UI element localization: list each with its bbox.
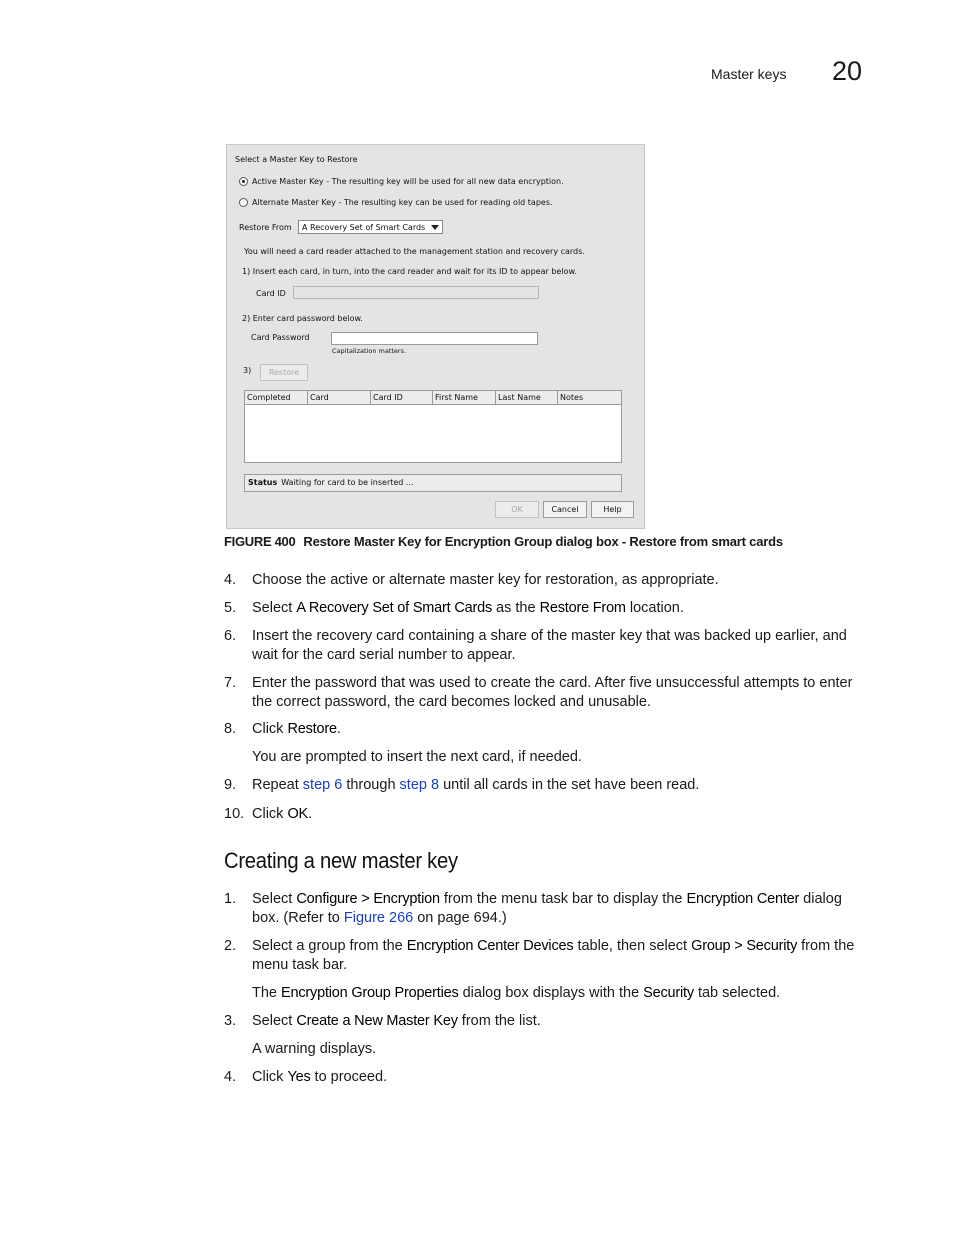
column-first-name[interactable]: First Name bbox=[433, 391, 496, 405]
ui-term: Create a New Master Key bbox=[296, 1013, 458, 1029]
status-label: Status bbox=[248, 478, 278, 487]
step-number: 4. bbox=[224, 572, 237, 588]
active-master-key-label: Active Master Key - The resulting key will be used for all new data encryption. bbox=[252, 177, 564, 186]
capitalization-hint: Capitalization matters. bbox=[332, 347, 407, 355]
status-bar bbox=[244, 474, 622, 492]
instructions-text: You will need a card reader attached to the management station and recovery cards. bbox=[244, 247, 585, 256]
column-card-id[interactable]: Card ID bbox=[371, 391, 433, 405]
group-label: Select a Master Key to Restore bbox=[235, 155, 358, 164]
figure-caption bbox=[224, 534, 783, 549]
step-6-link[interactable]: step 6 bbox=[302, 777, 343, 793]
note-text: You are prompted to insert the next card, if needed. bbox=[252, 749, 582, 765]
ui-term: Encryption Group Properties bbox=[281, 985, 459, 1001]
restore-from-label: Restore From bbox=[239, 223, 292, 232]
card-id-label: Card ID bbox=[256, 289, 286, 298]
step-number: 3. bbox=[224, 1013, 237, 1029]
step-text: Choose the active or alternate master key for restoration, as appropriate. bbox=[252, 572, 719, 588]
step-number: 10. bbox=[224, 806, 245, 822]
column-completed[interactable]: Completed bbox=[245, 391, 308, 405]
step-8-link[interactable]: step 8 bbox=[399, 777, 440, 793]
step-number: 4. bbox=[224, 1069, 237, 1085]
ui-term: Yes bbox=[287, 1069, 311, 1085]
ok-button[interactable]: OK bbox=[495, 501, 539, 518]
step-number: 6. bbox=[224, 628, 237, 644]
card-id-field bbox=[293, 286, 539, 299]
step-text: Insert the recovery card containing a share of the master key that was backed up earlier, and wait for the card serial number to appear. bbox=[252, 628, 847, 663]
ui-term: Encryption Center Devices bbox=[406, 938, 574, 954]
step-text: Select a group from the Encryption Center Devices table, then select Group > Security from the menu task bar. bbox=[252, 938, 855, 973]
alternate-master-key-label: Alternate Master Key - The resulting key can be used for reading old tapes. bbox=[252, 198, 553, 207]
cancel-button[interactable]: Cancel bbox=[543, 501, 587, 518]
chapter-number: 20 bbox=[832, 56, 863, 86]
restore-from-value: A Recovery Set of Smart Cards bbox=[302, 223, 426, 232]
column-last-name[interactable]: Last Name bbox=[496, 391, 558, 405]
active-master-key-radio[interactable] bbox=[239, 177, 248, 186]
section-heading: Creating a new master key bbox=[224, 848, 458, 873]
step-text: Click Restore. bbox=[252, 721, 341, 737]
step-number: 9. bbox=[224, 777, 237, 793]
ui-term: Encryption Center bbox=[686, 891, 800, 907]
ui-term: A Recovery Set of Smart Cards bbox=[296, 600, 493, 616]
step-text: Select Create a New Master Key from the list. bbox=[252, 1013, 541, 1029]
step-number: 7. bbox=[224, 675, 237, 691]
step-text: Enter the password that was used to create the card. After five unsuccessful attempts to enter the correct password, the card becomes locked and unusable. bbox=[252, 675, 853, 710]
ui-term: Configure > Encryption bbox=[296, 891, 440, 907]
step-text: Select A Recovery Set of Smart Cards as the Restore From location. bbox=[252, 600, 684, 616]
alternate-master-key-radio[interactable] bbox=[239, 198, 248, 207]
ui-term: Security bbox=[643, 985, 694, 1001]
step3-label: 3) bbox=[243, 366, 252, 375]
column-notes[interactable]: Notes bbox=[558, 391, 621, 405]
figure-266-link[interactable]: Figure 266 bbox=[343, 910, 414, 926]
figure-label: FIGURE 400 bbox=[224, 534, 296, 549]
restore-master-key-dialog bbox=[226, 144, 645, 529]
ui-term: Group > Security bbox=[691, 938, 798, 954]
status-text: Waiting for card to be inserted ... bbox=[281, 478, 414, 487]
step-text: Repeat step 6 through step 8 until all cards in the set have been read. bbox=[252, 777, 700, 793]
ui-term: OK bbox=[287, 806, 309, 822]
caption-text: Restore Master Key for Encryption Group dialog box - Restore from smart cards bbox=[303, 534, 783, 549]
cards-table bbox=[244, 390, 622, 463]
step-text: Select Configure > Encryption from the menu task bar to display the Encryption Center dialog box. (Refer to Figure 266 on page 694.) bbox=[252, 891, 842, 926]
ui-term: Restore From bbox=[539, 600, 626, 616]
section-title: Master keys bbox=[711, 66, 787, 82]
page-header bbox=[0, 56, 954, 90]
note-text: The Encryption Group Properties dialog box displays with the Security tab selected. bbox=[252, 985, 781, 1001]
ui-term: Restore bbox=[287, 721, 337, 737]
step-number: 8. bbox=[224, 721, 237, 737]
help-button[interactable]: Help bbox=[591, 501, 634, 518]
column-card[interactable]: Card bbox=[308, 391, 371, 405]
restore-from-select[interactable] bbox=[298, 220, 443, 234]
step-text: Click Yes to proceed. bbox=[252, 1069, 388, 1085]
step1-text: 1) Insert each card, in turn, into the card reader and wait for its ID to appear below. bbox=[242, 267, 577, 276]
note-text: A warning displays. bbox=[252, 1041, 377, 1057]
card-password-label: Card Password bbox=[251, 333, 310, 342]
step-text: Click OK. bbox=[252, 806, 313, 822]
step2-text: 2) Enter card password below. bbox=[242, 314, 363, 323]
chevron-down-icon bbox=[431, 225, 439, 230]
step-number: 5. bbox=[224, 600, 237, 616]
step-number: 1. bbox=[224, 891, 237, 907]
step-number: 2. bbox=[224, 938, 237, 954]
card-password-field[interactable] bbox=[331, 332, 538, 345]
restore-button[interactable]: Restore bbox=[260, 364, 308, 381]
